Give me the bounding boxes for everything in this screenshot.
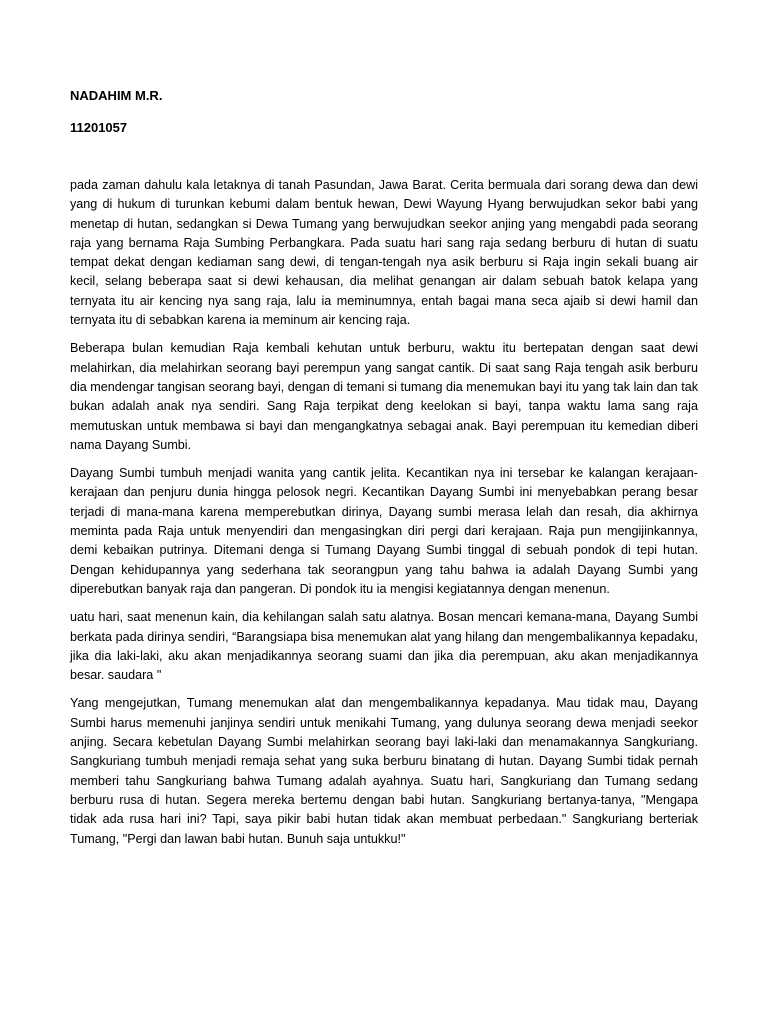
paragraph-4: uatu hari, saat menenun kain, dia kehilangan salah satu alatnya. Bosan mencari kemana-mana, Dayang Sumbi berkata pada dirinya sendiri, “Barangsiapa bisa menemukan alat yang hilang dan mengembalikannya kepadaku, jika dia laki-laki, aku akan menjadikannya seorang suami dan jika dia perempuan, aku akan menjadikannya besar. saudara " <box>70 610 698 683</box>
paragraph-1: pada zaman dahulu kala letaknya di tanah Pasundan, Jawa Barat. Cerita bermuala dari sorang dewa dan dewi yang di hukum di turunkan kebumi dalam bentuk hewan, Dewi Wayung Hyang berwujudkan sekor babi yang menetap di hutan, sedangkan si Dewa Tumang yang berwujudkan seekor anjing yang mengabdi pada seorang raja yang bernama Raja Sumbing Perbangkara. Pada suatu hari sang raja sedang berburu di hutan di suatu tempat dekat dengan kediaman sang dewi, di tengan-tengah nya asik berburu si Raja ingin sekali buang air kecil, selang beberapa saat si dewi kehausan, dia melihat genangan air dalam sebuah batok kelapa yang ternyata itu air kencing nya sang raja, lalu ia meminumnya, entah bagai mana seca ajaib si dewi hamil dan ternyata itu di sebabkan karena ia meminum air kencing raja. <box>70 178 698 328</box>
paragraph-2: Beberapa bulan kemudian Raja kembali kehutan untuk berburu, waktu itu bertepatan dengan saat dewi melahirkan, dia melahirkan seorang bayi perempun yang sangat cantik. Di saat sang Raja tengah asik berburu dia mendengar tangisan seorang bayi, dengan di temani si tumang dia menemukan bayi itu yang tak lain dan tak bukan adalah anak nya sendiri. Sang Raja terpikat deng keelokan si bayi, tanpa waktu lama sang raja memutuskan untuk membawa si bayi dan mengangkatnya sebagai anak. Bayi perempuan itu kemedian diberi nama Dayang Sumbi. <box>70 341 698 452</box>
paragraph-5: Yang mengejutkan, Tumang menemukan alat dan mengembalikannya kepadanya. Mau tidak mau, Dayang Sumbi harus memenuhi janjinya sendiri untuk menikahi Tumang, yang dulunya seorang dewa menjadi seekor anjing. Secara kebetulan Dayang Sumbi melahirkan seorang bayi laki-laki dan menamakannya Sangkuriang. Sangkuriang tumbuh menjadi remaja sehat yang suka berburu binatang di hutan. Dayang Sumbi tidak pernah memberi tahu Sangkuriang bahwa Tumang adalah ayahnya. Suatu hari, Sangkuriang dan Tumang sedang berburu rusa di hutan. Segera mereka bertemu dengan babi hutan. Sangkuriang bertanya-tanya, "Mengapa tidak ada rusa hari ini? Tapi, saya pikir babi hutan tidak akan membuat perbedaan." Sangkuriang berteriak Tumang, "Pergi dan lawan babi hutan. Bunuh saja untukku!" <box>70 696 698 846</box>
paragraph-3: Dayang Sumbi tumbuh menjadi wanita yang cantik jelita. Kecantikan nya ini tersebar ke kalangan kerajaan-kerajaan dan penjuru dunia hingga pelosok negri. Kecantikan Dayang Sumbi ini menyebabkan perang besar terjadi di mana-mana karena memperebutkan dirinya, Dayang sumbi merasa lelah dan resah, dia akhirnya meminta pada Raja untuk menyendiri dan mengasingkan diri pergi dari kerajaan. Raja pun mengijinkannya, demi kebaikan putrinya. Ditemani denga si Tumang Dayang Sumbi tinggal di sebuah pondok di tepi hutan. Dengan kehidupannya yang sederhana tak seorangpun yang tahu bahwa ia adalah Dayang Sumbi yang diperebutkan banyak raja dan pangeran. Di pondok itu ia mengisi kegiatannya dengan menenun. <box>70 466 698 596</box>
document-page <box>70 88 698 858</box>
author-name: NADAHIM M.R. <box>70 88 163 103</box>
student-id: 11201057 <box>70 120 128 135</box>
